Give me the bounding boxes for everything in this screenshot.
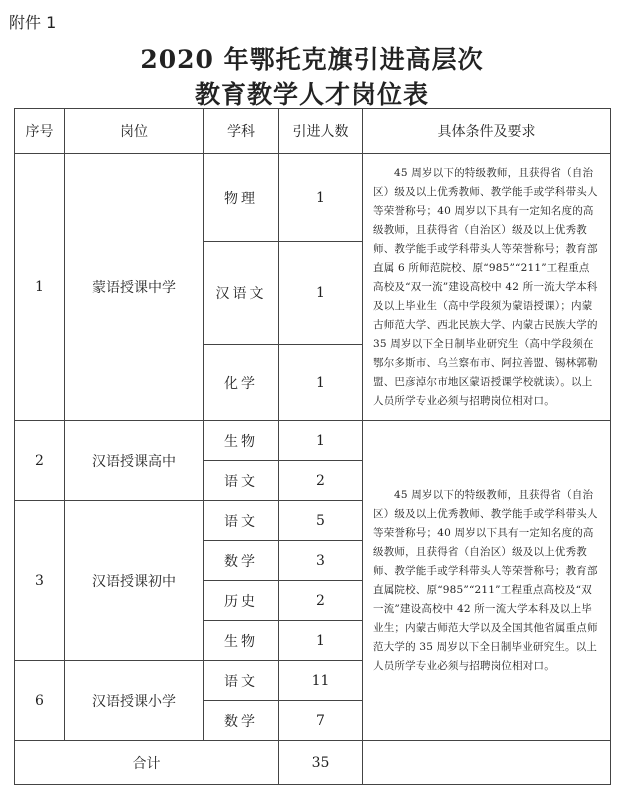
count-cell: 3: [279, 541, 363, 581]
total-label: 合计: [15, 741, 279, 785]
header-subject: 学科: [204, 109, 279, 154]
subject-cell: 化学: [204, 345, 279, 421]
count-cell: 2: [279, 461, 363, 501]
subject-cell: 语文: [204, 661, 279, 701]
seq-cell: 3: [15, 501, 65, 661]
subject-cell: 语文: [204, 461, 279, 501]
position-cell: 蒙语授课中学: [65, 154, 204, 421]
header-count: 引进人数: [279, 109, 363, 154]
header-position: 岗位: [65, 109, 204, 154]
subject-cell: 物理: [204, 154, 279, 242]
count-cell: 1: [279, 421, 363, 461]
position-cell: 汉语授课小学: [65, 661, 204, 741]
subject-cell: 数学: [204, 541, 279, 581]
total-empty-cell: [363, 741, 611, 785]
subject-cell: 生物: [204, 621, 279, 661]
count-cell: 1: [279, 242, 363, 345]
header-requirements: 具体条件及要求: [363, 109, 611, 154]
requirements-cell: 45 周岁以下的特级教师，且获得省（自治区）级及以上优秀教师、教学能手或学科带头人等荣誉称号；40 周岁以下具有一定知名度的高级教师，且获得省（自治区）级及以上优秀教师、教学能手或学科带头人等荣誉称号；教育部直属 6 所师范院校、原“985”“211”工程重点高校及“双一流”建设高校中 42 所一流大学本科及以上毕业生（高中学段须为蒙语授课）；内蒙古师范大学、西北民族大学、内蒙古民族大学的 35 周岁以下全日制毕业研究生（高中学段须在鄂尔多斯市、乌兰察布市、阿拉善盟、锡林郭勒盟、巴彦淖尔市地区蒙语授课学校就读）。以上人员所学专业必须与招聘岗位相对口。: [363, 154, 611, 421]
page-title-line1: 2020 年鄂托克旗引进高层次: [140, 45, 484, 74]
seq-cell: 6: [15, 661, 65, 741]
header-seq: 序号: [15, 109, 65, 154]
count-cell: 1: [279, 621, 363, 661]
subject-cell: 数学: [204, 701, 279, 741]
count-cell: 7: [279, 701, 363, 741]
total-count: 35: [279, 741, 363, 785]
total-row: [15, 741, 611, 785]
subject-cell: 汉语文: [204, 242, 279, 345]
header-row: [15, 109, 611, 154]
position-cell: 汉语授课高中: [65, 421, 204, 501]
requirements-cell: 45 周岁以下的特级教师，且获得省（自治区）级及以上优秀教师、教学能手或学科带头人等荣誉称号；40 周岁以下具有一定知名度的高级教师，且获得省（自治区）级及以上优秀教师、教学能手或学科带头人等荣誉称号；教育部直属院校、原“985”“211”工程重点高校及“双一流”建设高校中 42 所一流大学本科及以上毕业生；内蒙古师范大学以及全国其他省属重点师范大学的 35 周岁以下全日制毕业研究生。以上人员所学专业必须与招聘岗位相对口。: [363, 421, 611, 741]
subject-cell: 语文: [204, 501, 279, 541]
seq-cell: 2: [15, 421, 65, 501]
count-cell: 1: [279, 154, 363, 242]
table-row: [15, 421, 611, 461]
position-cell: 汉语授课初中: [65, 501, 204, 661]
count-cell: 5: [279, 501, 363, 541]
count-cell: 2: [279, 581, 363, 621]
seq-cell: 1: [15, 154, 65, 421]
subject-cell: 生物: [204, 421, 279, 461]
page-title-line2: 教育教学人才岗位表: [194, 80, 429, 109]
count-cell: 1: [279, 345, 363, 421]
table-row: [15, 154, 611, 242]
count-cell: 11: [279, 661, 363, 701]
positions-table: [14, 108, 611, 785]
attachment-label: 附件 1: [9, 13, 57, 32]
subject-cell: 历史: [204, 581, 279, 621]
